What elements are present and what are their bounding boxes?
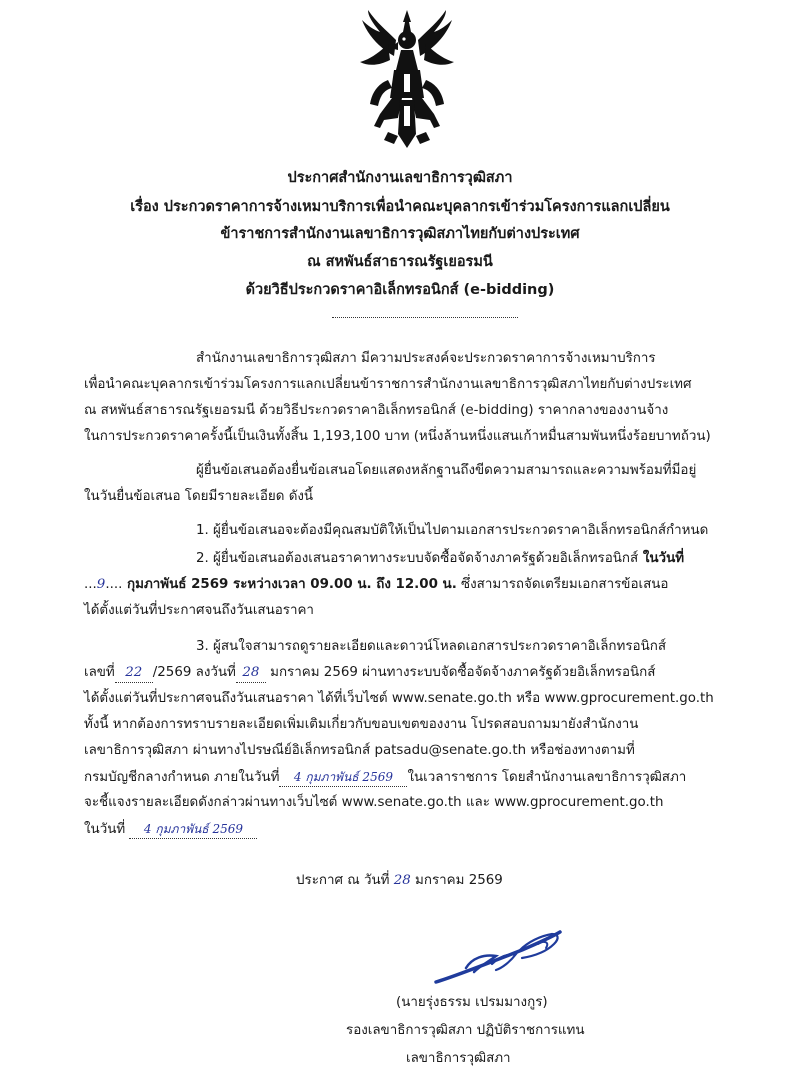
item3-deadline-handwritten: 4 กุมภาพันธ์ 2569 xyxy=(279,768,407,787)
item2-line1 xyxy=(196,550,684,568)
item3-clarify-date-handwritten: 4 กุมภาพันธ์ 2569 xyxy=(129,820,257,839)
subject-line-4: ด้วยวิธีประกวดราคาอิเล็กทรอนิกส์ (e-bidding) xyxy=(245,282,555,298)
signature-icon xyxy=(426,924,576,994)
announce-month-year: มกราคม 2569 xyxy=(415,873,503,888)
item2-dots-pre: ... xyxy=(84,577,97,592)
item3-line2 xyxy=(84,664,655,683)
para2-line1: ผู้ยื่นข้อเสนอต้องยื่นข้อเสนอโดยแสดงหลักฐานถึงขีดความสามารถและความพร้อมที่มีอยู่ xyxy=(196,463,697,478)
announce-day-handwritten: 28 xyxy=(393,873,411,888)
item2-prep-text: ซึ่งสามารถจัดเตรียมเอกสารข้อเสนอ xyxy=(456,577,669,592)
subject-line-2: ข้าราชการสำนักงานเลขาธิการวุฒิสภาไทยกับต่างประเทศ xyxy=(220,226,580,242)
item3-doc-day-handwritten: 28 xyxy=(236,664,266,683)
para1-line2: เพื่อนำคณะบุคลากรเข้าร่วมโครงการแลกเปลี่ยนข้าราชการสำนักงานเลขาธิการวุฒิสภาไทยกับต่างประเทศ xyxy=(84,377,692,392)
garuda-emblem-icon xyxy=(358,8,456,156)
item2-day-handwritten: 9 xyxy=(96,577,106,592)
announce-date-label: ประกาศ ณ วันที่ xyxy=(296,873,390,888)
para1-line4: ในการประกวดราคาครั้งนี้เป็นเงินทั้งสิ้น 1,193,100 บาท (หนึ่งล้านหนึ่งแสนเก้าหมื่นสามพันหนึ่งร้อยบาทถ้วน) xyxy=(84,429,711,444)
signer-name: (นายรุ่งธรรม เปรมมางกูร) xyxy=(396,995,548,1010)
para2-line2: ในวันยื่นข้อเสนอ โดยมีรายละเอียด ดังนี้ xyxy=(84,489,314,504)
item3-clarify-label: ในวันที่ xyxy=(84,822,126,837)
item2-line2 xyxy=(84,576,668,594)
para1-line1: สำนักงานเลขาธิการวุฒิสภา มีความประสงค์จะประกวดราคาการจ้างเหมาบริการ xyxy=(196,351,656,366)
item3-line7: จะชี้แจงรายละเอียดดังกล่าวผ่านทางเว็บไซต์ www.senate.go.th และ www.gprocurement.go.th xyxy=(84,795,664,810)
subject-line-1: เรื่อง ประกวดราคาการจ้างเหมาบริการเพื่อนำคณะบุคลากรเข้าร่วมโครงการแลกเปลี่ยน xyxy=(130,199,670,215)
item3-doc-label: เลขที่ xyxy=(84,665,115,680)
item3-line1: 3. ผู้สนใจสามารถดูรายละเอียดและดาวน์โหลดเอกสารประกวดราคาอิเล็กทรอนิกส์ xyxy=(196,639,667,654)
para1-line3: ณ สหพันธ์สาธารณรัฐเยอรมนี ด้วยวิธีประกวดราคาอิเล็กทรอนิกส์ (e-bidding) ราคากลางของงานจ้าง xyxy=(84,403,669,418)
item2-date-label: ในวันที่ xyxy=(638,551,685,566)
item2-date-time: กุมภาพันธ์ 2569 ระหว่างเวลา 09.00 น. ถึง 12.00 น. xyxy=(122,577,457,592)
subject-line-3: ณ สหพันธ์สาธารณรัฐเยอรมนี xyxy=(307,254,493,270)
item3-line6 xyxy=(84,768,686,787)
item3-date-label: /2569 ลงวันที่ xyxy=(152,665,236,680)
announce-date xyxy=(296,872,503,890)
item2-text: 2. ผู้ยื่นข้อเสนอต้องเสนอราคาทางระบบจัดซื้อจัดจ้างภาครัฐด้วยอิเล็กทรอนิกส์ xyxy=(196,551,639,566)
header-divider xyxy=(332,317,518,318)
item3-line5: เลขาธิการวุฒิสภา ผ่านทางไปรษณีย์อิเล็กทรอนิกส์ patsadu@senate.go.th หรือช่องทางตามที่ xyxy=(84,743,635,758)
item3-doc-number-handwritten: 22 xyxy=(115,664,153,683)
item3-line4: ทั้งนี้ หากต้องการทราบรายละเอียดเพิ่มเติมเกี่ยวกับขอบเขตของงาน โปรดสอบถามมายังสำนักงาน xyxy=(84,717,639,732)
signer-office: เลขาธิการวุฒิสภา xyxy=(406,1051,511,1066)
item3-deadline-label: กรมบัญชีกลางกำหนด ภายในวันที่ xyxy=(84,770,280,785)
item2-line3: ได้ตั้งแต่วันที่ประกาศจนถึงวันเสนอราคา xyxy=(84,603,314,618)
item1-text: 1. ผู้ยื่นข้อเสนอจะต้องมีคุณสมบัติให้เป็นไปตามเอกสารประกวดราคาอิเล็กทรอนิกส์กำหนด xyxy=(196,523,709,538)
announcement-heading: ประกาศสำนักงานเลขาธิการวุฒิสภา xyxy=(287,170,513,186)
item3-line2-rest: มกราคม 2569 ผ่านทางระบบจัดซื้อจัดจ้างภาครัฐด้วยอิเล็กทรอนิกส์ xyxy=(265,665,656,680)
item2-dots-post: .... xyxy=(105,577,123,592)
signer-position: รองเลขาธิการวุฒิสภา ปฏิบัติราชการแทน xyxy=(346,1023,585,1038)
item3-line8 xyxy=(84,820,257,839)
item3-line6-rest: ในเวลาราชการ โดยสำนักงานเลขาธิการวุฒิสภา xyxy=(407,770,687,785)
item3-line3: ได้ตั้งแต่วันที่ประกาศจนถึงวันเสนอราคา ได้ที่เว็บไซต์ www.senate.go.th หรือ www.gprocurement.go.th xyxy=(84,691,714,706)
